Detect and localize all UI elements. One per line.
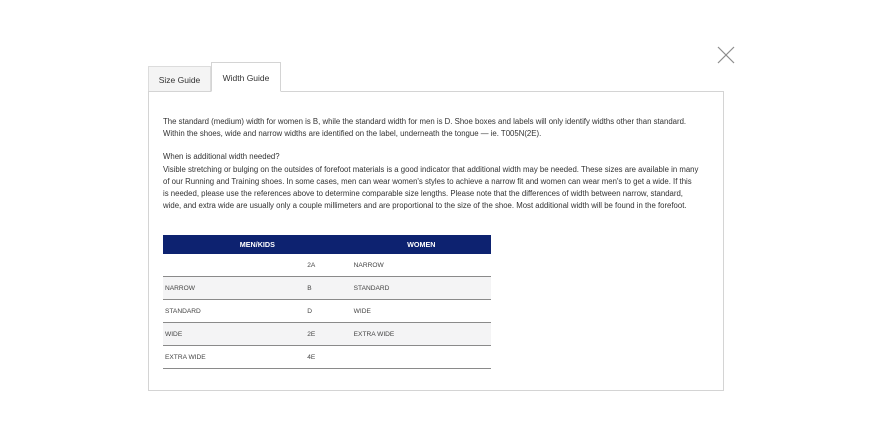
intro-paragraph: The standard (medium) width for women is B, while the standard width for men is D. Shoe boxes and labels will only identify widths other than standard. Within the shoes, wide and narrow widths are identified on the label, underneath the tongue — ie. T005N(2E).: [163, 117, 687, 139]
width-code-cell: B: [305, 277, 351, 300]
tab-width-guide[interactable]: Width Guide: [211, 62, 281, 92]
close-x-icon: [716, 45, 736, 65]
header-men-kids: MEN/KIDS: [163, 235, 352, 254]
question-heading: When is additional width needed?: [163, 152, 280, 162]
width-guide-content: [163, 116, 699, 212]
width-table: [163, 235, 491, 369]
table-row: [163, 346, 491, 369]
men-width-cell: STANDARD: [163, 300, 305, 323]
table-row: [163, 300, 491, 323]
men-width-cell: EXTRA WIDE: [163, 346, 305, 369]
width-code-cell: D: [305, 300, 351, 323]
women-width-cell: WIDE: [352, 300, 491, 323]
women-width-cell: STANDARD: [352, 277, 491, 300]
width-code-cell: 4E: [305, 346, 351, 369]
width-guide-panel: [148, 91, 724, 391]
tab-size-guide[interactable]: Size Guide: [148, 66, 211, 92]
table-header-row: [163, 235, 491, 254]
men-width-cell: NARROW: [163, 277, 305, 300]
answer-paragraph: Visible stretching or bulging on the outsides of forefoot materials is a good indicator that additional width may be needed. These sizes are available in many of our Running and Training shoes. In some cases, men can wear women's styles to achieve a narrow fit and women can wear men's to get a wide. If this is needed, please use the references above to determine comparable size lengths. Please note that the differences of width between narrow, standard, wide, and extra wide are usually only a couple millimeters and are proportional to the size of the shoe. Most additional width will be found in the forefoot.: [163, 164, 699, 211]
men-width-cell: [163, 254, 305, 277]
women-width-cell: EXTRA WIDE: [352, 323, 491, 346]
women-width-cell: NARROW: [352, 254, 491, 277]
men-width-cell: WIDE: [163, 323, 305, 346]
width-code-cell: 2A: [305, 254, 351, 277]
width-code-cell: 2E: [305, 323, 351, 346]
tab-bar: [148, 62, 281, 92]
table-row: [163, 323, 491, 346]
table-row: [163, 254, 491, 277]
women-width-cell: [352, 346, 491, 369]
table-row: [163, 277, 491, 300]
header-women: WOMEN: [352, 235, 491, 254]
close-button[interactable]: [716, 45, 736, 65]
